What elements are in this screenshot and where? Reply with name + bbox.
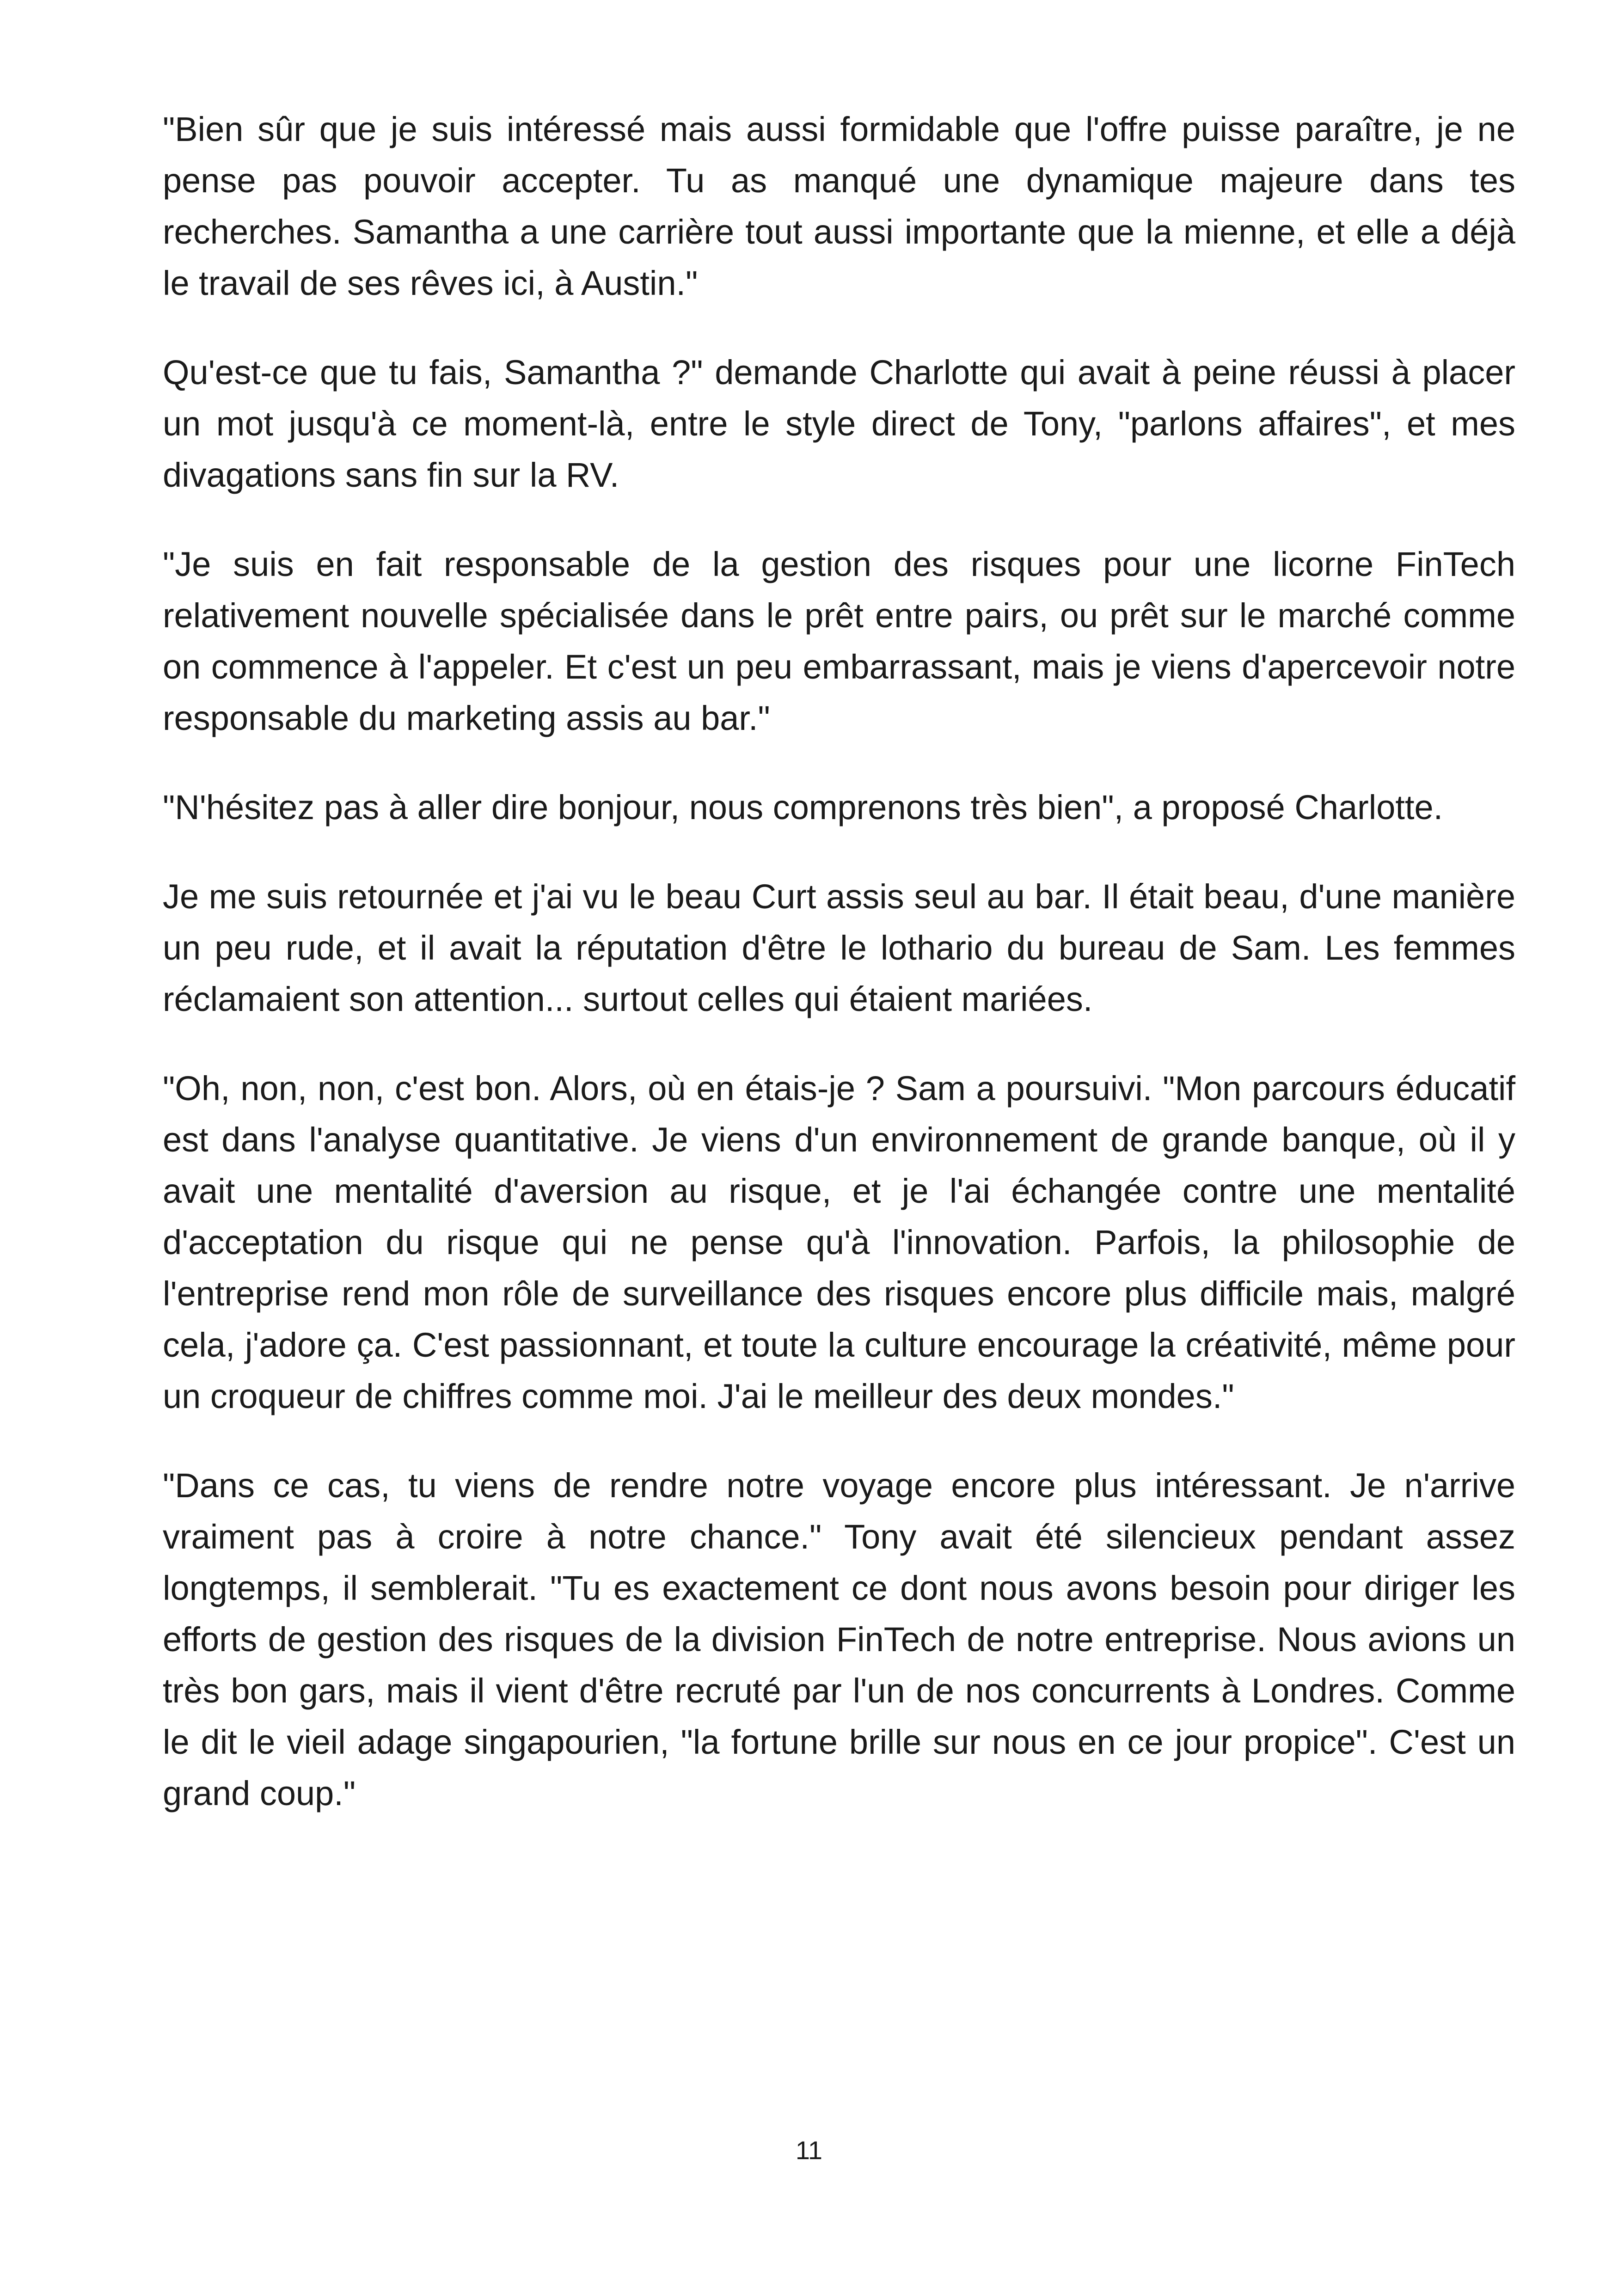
paragraph-7: "Dans ce cas, tu viens de rendre notre voyage encore plus intéressant. Je n'arrive vraiment pas à croire à notre chance." Tony avait été silencieux pendant assez longtemps, il semblerait. "Tu es exactement ce dont nous avons besoin pour diriger les efforts de gestion des risques de la division FinTech de notre entreprise. Nous avions un très bon gars, mais il vient d'être recruté par l'un de nos concurrents à Londres. Comme le dit le vieil adage singapourien, "la fortune brille sur nous en ce jour propice". C'est un grand coup.": [163, 1466, 1515, 1812]
paragraph-3: "Je suis en fait responsable de la gestion des risques pour une licorne FinTech relativement nouvelle spécialisée dans le prêt entre pairs, ou prêt sur le marché comme on commence à l'appeler. Et c'est un peu embarrassant, mais je viens d'apercevoir notre responsable du marketing assis au bar.": [163, 545, 1515, 737]
paragraph-5: Je me suis retournée et j'ai vu le beau Curt assis seul au bar. Il était beau, d'une manière un peu rude, et il avait la réputation d'être le lothario du bureau de Sam. Les femmes réclamaient son attention... surtout celles qui étaient mariées.: [163, 877, 1515, 1018]
page-number: 11: [795, 2136, 823, 2165]
paragraph-6: "Oh, non, non, c'est bon. Alors, où en étais-je ? Sam a poursuivi. "Mon parcours éducatif est dans l'analyse quantitative. Je viens d'un environnement de grande banque, où il y avait une mentalité d'aversion au risque, et je l'ai échangée contre une mentalité d'acceptation du risque qui ne pense qu'à l'innovation. Parfois, la philosophie de l'entreprise rend mon rôle de surveillance des risques encore plus difficile mais, malgré cela, j'adore ça. C'est passionnant, et toute la culture encourage la créativité, même pour un croqueur de chiffres comme moi. J'ai le meilleur des deux mondes.": [163, 1069, 1515, 1415]
paragraph-1: "Bien sûr que je suis intéressé mais aussi formidable que l'offre puisse paraître, je ne pense pas pouvoir accepter. Tu as manqué une dynamique majeure dans tes recherches. Samantha a une carrière tout aussi importante que la mienne, et elle a déjà le travail de ses rêves ici, à Austin.": [163, 110, 1515, 302]
paragraph-4: "N'hésitez pas à aller dire bonjour, nous comprenons très bien", a proposé Charlotte.: [163, 788, 1443, 827]
body-text: [163, 104, 1515, 1819]
paragraph-2: Qu'est-ce que tu fais, Samantha ?" demande Charlotte qui avait à peine réussi à placer un mot jusqu'à ce moment-là, entre le style direct de Tony, "parlons affaires", et mes divagations sans fin sur la RV.: [163, 353, 1515, 494]
